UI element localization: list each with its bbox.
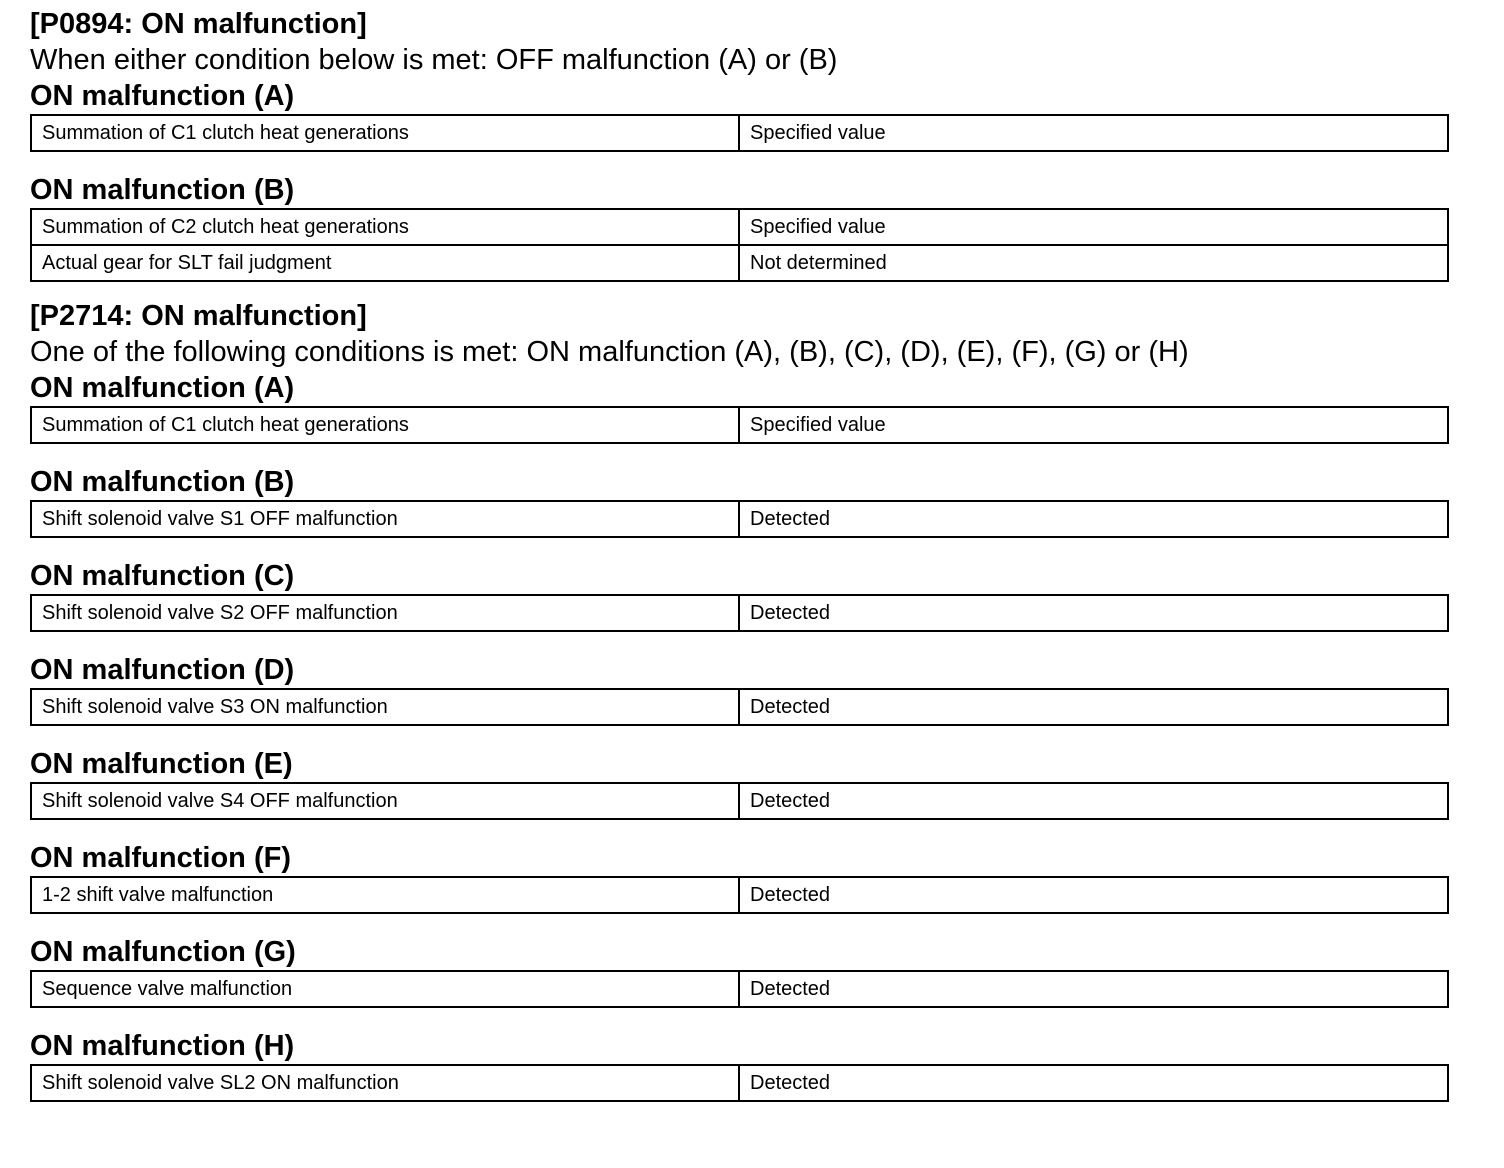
- malfunction-group-a: [30, 370, 1447, 444]
- condition-item: Shift solenoid valve SL2 ON malfunction: [31, 1065, 739, 1101]
- section-p0894: [30, 6, 1447, 282]
- condition-item: Summation of C2 clutch heat generations: [31, 209, 739, 245]
- document: [30, 6, 1447, 1122]
- table-row: [31, 245, 1448, 281]
- table-row: [31, 595, 1448, 631]
- condition-table: [30, 1064, 1449, 1102]
- condition-table: [30, 594, 1449, 632]
- malfunction-group-e: [30, 746, 1447, 820]
- condition-value: Specified value: [739, 209, 1448, 245]
- condition-value: Not determined: [739, 245, 1448, 281]
- table-row: [31, 115, 1448, 151]
- malfunction-group-d: [30, 652, 1447, 726]
- condition-item: Actual gear for SLT fail judgment: [31, 245, 739, 281]
- group-title: ON malfunction (D): [30, 654, 295, 686]
- malfunction-group-c: [30, 558, 1447, 632]
- malfunction-group-f: [30, 840, 1447, 914]
- malfunction-group-g: [30, 934, 1447, 1008]
- section-condition: When either condition below is met: OFF malfunction (A) or (B): [30, 44, 838, 76]
- condition-value: Detected: [739, 595, 1448, 631]
- table-row: [31, 689, 1448, 725]
- condition-value: Specified value: [739, 115, 1448, 151]
- condition-table: [30, 114, 1449, 152]
- condition-item: Shift solenoid valve S3 ON malfunction: [31, 689, 739, 725]
- table-row: [31, 1065, 1448, 1101]
- table-row: [31, 877, 1448, 913]
- condition-item: Shift solenoid valve S2 OFF malfunction: [31, 595, 739, 631]
- table-row: [31, 209, 1448, 245]
- condition-item: Sequence valve malfunction: [31, 971, 739, 1007]
- condition-value: Detected: [739, 1065, 1448, 1101]
- condition-table: [30, 406, 1449, 444]
- section-p2714: [30, 298, 1447, 1102]
- group-title: ON malfunction (A): [30, 80, 295, 112]
- group-title: ON malfunction (H): [30, 1030, 295, 1062]
- section-condition: One of the following conditions is met: ON malfunction (A), (B), (C), (D), (E), (F), (G) or (H): [30, 336, 1189, 368]
- condition-table: [30, 208, 1449, 282]
- condition-value: Detected: [739, 501, 1448, 537]
- group-title: ON malfunction (B): [30, 174, 295, 206]
- condition-table: [30, 970, 1449, 1008]
- condition-item: 1-2 shift valve malfunction: [31, 877, 739, 913]
- condition-value: Detected: [739, 877, 1448, 913]
- condition-value: Specified value: [739, 407, 1448, 443]
- malfunction-group-b: [30, 172, 1447, 282]
- malfunction-group-h: [30, 1028, 1447, 1102]
- table-row: [31, 407, 1448, 443]
- group-title: ON malfunction (A): [30, 372, 295, 404]
- group-title: ON malfunction (G): [30, 936, 296, 968]
- group-title: ON malfunction (B): [30, 466, 295, 498]
- condition-item: Shift solenoid valve S4 OFF malfunction: [31, 783, 739, 819]
- malfunction-group-a: [30, 78, 1447, 152]
- malfunction-group-b: [30, 464, 1447, 538]
- condition-item: Summation of C1 clutch heat generations: [31, 407, 739, 443]
- condition-table: [30, 876, 1449, 914]
- condition-item: Shift solenoid valve S1 OFF malfunction: [31, 501, 739, 537]
- table-row: [31, 501, 1448, 537]
- section-title: [P0894: ON malfunction]: [30, 8, 367, 40]
- table-row: [31, 783, 1448, 819]
- group-title: ON malfunction (C): [30, 560, 295, 592]
- condition-value: Detected: [739, 971, 1448, 1007]
- condition-table: [30, 782, 1449, 820]
- condition-item: Summation of C1 clutch heat generations: [31, 115, 739, 151]
- group-title: ON malfunction (F): [30, 842, 291, 874]
- table-row: [31, 971, 1448, 1007]
- group-title: ON malfunction (E): [30, 748, 293, 780]
- condition-table: [30, 688, 1449, 726]
- section-title: [P2714: ON malfunction]: [30, 300, 367, 332]
- condition-value: Detected: [739, 783, 1448, 819]
- condition-table: [30, 500, 1449, 538]
- condition-value: Detected: [739, 689, 1448, 725]
